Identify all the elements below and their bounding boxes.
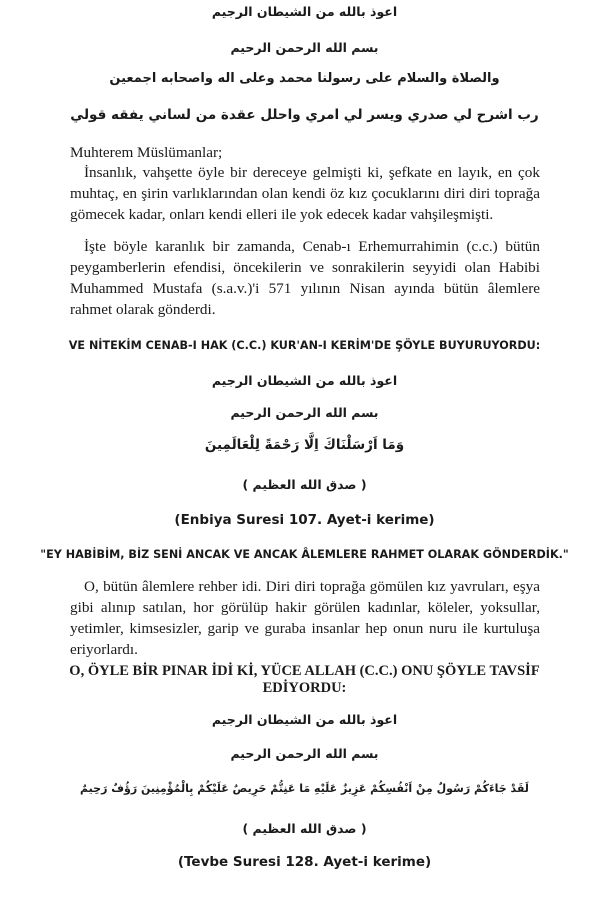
section2-heading-line1: O, ÖYLE BİR PINAR İDİ Kİ, YÜCE ALLAH (C.C.) ONU ŞÖYLE TAVSİF xyxy=(69,663,540,679)
section1-sadaqa: ( صدق الله العظيم ) xyxy=(242,477,367,492)
section2-basmala: بسم الله الرحمن الرحيم xyxy=(230,746,379,761)
greeting: Muhterem Müslümanlar; xyxy=(70,144,223,161)
section2-isti-aza: اعوذ بالله من الشيطان الرجيم xyxy=(211,712,398,727)
header-basmala: بسم الله الرحمن الرحيم xyxy=(230,40,379,55)
header-dua: رب اشرح لي صدري ويسر لي امري واحلل عقدة من لساني يفقه قولي xyxy=(70,107,539,123)
section2-sadaqa: ( صدق الله العظيم ) xyxy=(242,821,367,836)
paragraph-2: İşte böyle karanlık bir zamanda, Cenab-ı Erhemurrahimin (c.c.) bütün peygamberlerin efendisi, öncekilerin ve sonrakilerin seyyidi olan Habibi Muhammed Mustafa (s.a.v.)'i 571 yılının Nisan ayında bütün âlemlere rahmet olarak gönderdi. xyxy=(70,238,540,318)
paragraph-3: O, bütün âlemlere rehber idi. Diri diri toprağa gömülen kız yavruları, eşya gibi alınıp satılan, hor görülüp hakir görülen kadınlar, köleler, yoksullar, yetimler, kimsesizler, garip ve guraba insanlar hep onun nuru ile kurtuluşa eriyorlardı. xyxy=(70,578,540,658)
header-isti-aza: اعوذ بالله من الشيطان الرجيم xyxy=(211,4,398,19)
section1-basmala: بسم الله الرحمن الرحيم xyxy=(230,405,379,420)
section1-reference: (Enbiya Suresi 107. Ayet-i kerime) xyxy=(174,512,435,528)
section2-reference: (Tevbe Suresi 128. Ayet-i kerime) xyxy=(177,854,432,870)
header-salawat: والصلاة والسلام على رسولنا محمد وعلى اله واصحابه اجمعين xyxy=(109,71,500,86)
section1-verse: وَمَا اَرْسَلْنَاكَ اِلَّا رَحْمَةً لِلْعَالَمِينَ xyxy=(204,437,405,453)
paragraph-1: İnsanlık, vahşette öyle bir dereceye gelmişti ki, şefkate en layık, en çok muhtaç, en şirin varlıklarından olan kendi öz kız çocuklarını diri diri toprağa gömecek kadar, onları kendi elleri ile yok edecek kadar vahşileşmişti. xyxy=(70,164,540,223)
section1-isti-aza: اعوذ بالله من الشيطان الرجيم xyxy=(211,373,398,388)
section2-heading-line2: EDİYORDU: xyxy=(262,680,347,696)
section2-verse: لَقَدْ جَاءَكُمْ رَسُولٌ مِنْ اَنْفُسِكُمْ عَزِيزٌ عَلَيْهِ مَا عَنِتُّمْ حَرِيصٌ عَلَيْكُمْ بِالْمُؤْمِنِينَ رَؤُفٌ رَحِيمٌ xyxy=(80,782,529,795)
section1-translation: "EY HABİBİM, BİZ SENİ ANCAK VE ANCAK ÂLEMLERE RAHMET OLARAK GÖNDERDİK." xyxy=(40,548,569,561)
section1-heading: VE NİTEKİM CENAB-I HAK (C.C.) KUR'AN-I KERİM'DE ŞÖYLE BUYURUYORDU: xyxy=(68,339,541,352)
